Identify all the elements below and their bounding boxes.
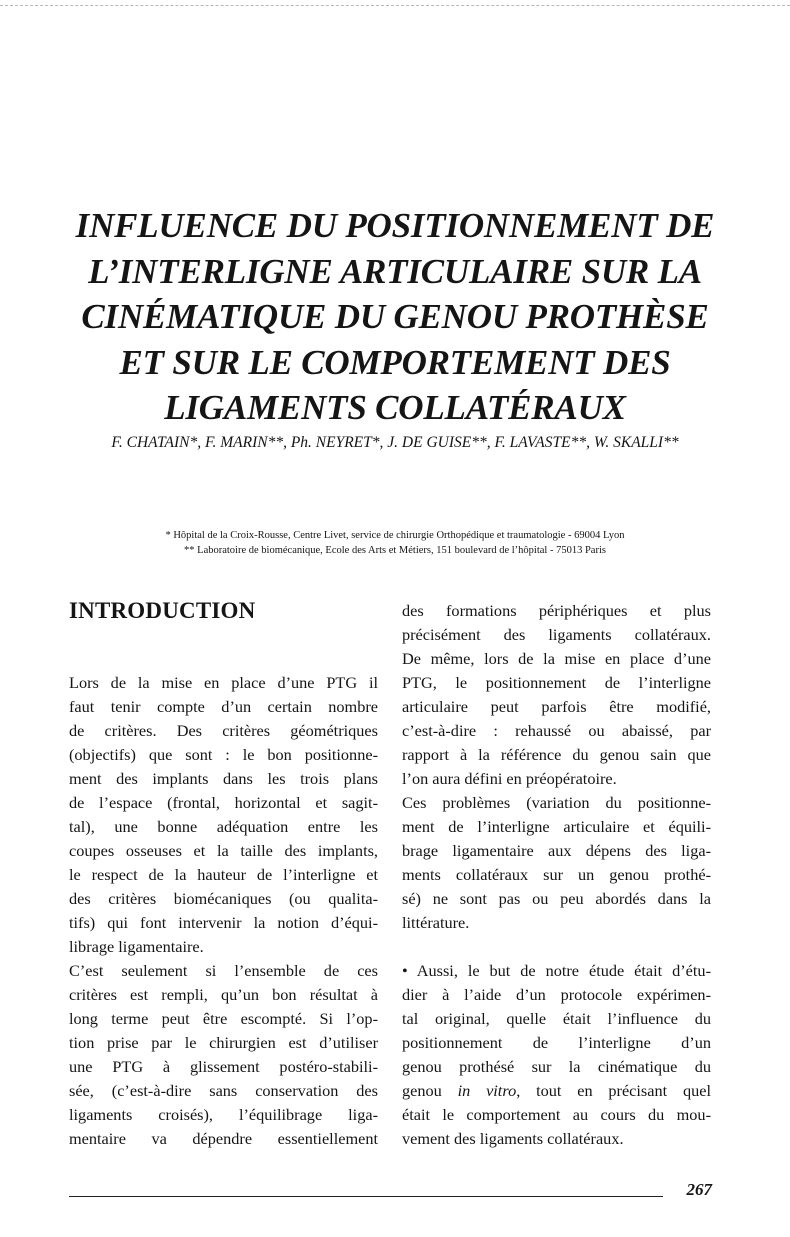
text-line: librage ligamentaire.	[69, 937, 204, 956]
text-line: vement des ligaments collatéraux.	[402, 1129, 624, 1148]
text-line: Lors de la mise en place d’une PTG il	[69, 673, 378, 692]
text-line: Ces problèmes (variation du positionne-	[402, 793, 711, 812]
text-line: tal), une bonne adéquation entre les	[69, 817, 378, 836]
right-column-text	[402, 599, 711, 1151]
text-line: littérature.	[402, 913, 470, 932]
text-line: C’est seulement si l’ensemble de ces	[69, 961, 378, 980]
text-line: (objectifs) que sont : le bon positionne-	[69, 745, 378, 764]
text-line: des formations périphériques et plus	[402, 601, 711, 620]
affiliations	[40, 528, 750, 558]
text-line: genou prothésé sur la cinématique du	[402, 1057, 711, 1076]
left-column-text	[69, 671, 378, 1151]
text-line: tifs) qui font intervenir la notion d’équi-	[69, 913, 378, 932]
text-line: une PTG à glissement postéro-stabili-	[69, 1057, 378, 1076]
text-line: mentaire va dépendre essentiellement	[69, 1129, 378, 1148]
text-fragment: genou	[402, 1081, 458, 1100]
text-line: articulaire peut parfois être modifié,	[402, 697, 711, 716]
text-line: tal original, quelle était l’influence du	[402, 1009, 711, 1028]
text-line: dier à l’aide d’un protocole expérimen-	[402, 985, 711, 1004]
text-line: le respect de la hauteur de l’interligne et	[69, 865, 378, 884]
text-line: long terme peut être escompté. Si l’op-	[69, 1009, 378, 1028]
text-line: ligaments croisés), l’équilibrage liga-	[69, 1105, 378, 1124]
article-title	[40, 203, 750, 431]
text-line: positionnement de l’interligne d’un	[402, 1033, 711, 1052]
text-line: ment de l’interligne articulaire et équili-	[402, 817, 711, 836]
affiliation-lyon: * Hôpital de la Croix-Rousse, Centre Livet, service de chirurgie Orthopédique et traumatologie - 69004 Lyon	[165, 530, 625, 541]
text-line: rapport à la référence du genou sain que	[402, 745, 711, 764]
title-line: INFLUENCE DU POSITIONNEMENT DE	[75, 206, 715, 245]
footer-rule	[69, 1196, 663, 1197]
author-list: F. CHATAIN*, F. MARIN**, Ph. NEYRET*, J. DE GUISE**, F. LAVASTE**, W. SKALLI**	[111, 434, 679, 451]
text-line: était le comportement au cours du mou-	[402, 1105, 711, 1124]
text-line: sé) ne sont pas ou peu abordés dans la	[402, 889, 711, 908]
text-line: • Aussi, le but de notre étude était d’étu-	[402, 961, 711, 980]
text-line: l’on aura défini en préopératoire.	[402, 769, 617, 788]
text-line: brage ligamentaire aux dépens des liga-	[402, 841, 711, 860]
text-line: des critères biomécaniques (ou qualita-	[69, 889, 378, 908]
text-line: ment des implants dans les trois plans	[69, 769, 378, 788]
text-line-in-vitro	[402, 1079, 711, 1103]
text-line: sée, (c’est-à-dire sans conservation des	[69, 1081, 378, 1100]
text-fragment: , tout en précisant quel	[516, 1081, 711, 1100]
text-line: précisément des ligaments collatéraux.	[402, 625, 711, 644]
page-number: 267	[686, 1180, 712, 1199]
text-line: coupes osseuses et la taille des implants,	[69, 841, 378, 860]
text-line: de critères. Des critères géométriques	[69, 721, 378, 740]
text-line: faut tenir compte d’un certain nombre	[69, 697, 378, 716]
top-scan-edge	[0, 5, 790, 6]
section-heading-introduction: INTRODUCTION	[69, 598, 256, 623]
text-line: PTG, le positionnement de l’interligne	[402, 673, 711, 692]
title-line: LIGAMENTS COLLATÉRAUX	[164, 388, 626, 427]
text-line: ments collatéraux sur un genou prothé-	[402, 865, 711, 884]
text-line: tion prise par le chirurgien est d’utiliser	[69, 1033, 378, 1052]
title-line: ET SUR LE COMPORTEMENT DES	[119, 342, 671, 382]
text-line: De même, lors de la mise en place d’une	[402, 649, 711, 668]
text-line: critères est rempli, qu’un bon résultat à	[69, 985, 378, 1004]
title-line: CINÉMATIQUE DU GENOU PROTHÈSE	[81, 297, 709, 336]
text-line: de l’espace (frontal, horizontal et sagit-	[69, 793, 378, 812]
title-line: L’INTERLIGNE ARTICULAIRE SUR LA	[88, 251, 702, 291]
affiliation-paris: ** Laboratoire de biomécanique, Ecole des Arts et Métiers, 151 boulevard de l’hôpital - 75013 Paris	[184, 545, 606, 556]
text-line: c’est-à-dire : rehaussé ou abaissé, par	[402, 721, 711, 740]
emphasis-in-vitro: in vitro	[457, 1081, 517, 1100]
paragraph-gap	[402, 935, 711, 959]
